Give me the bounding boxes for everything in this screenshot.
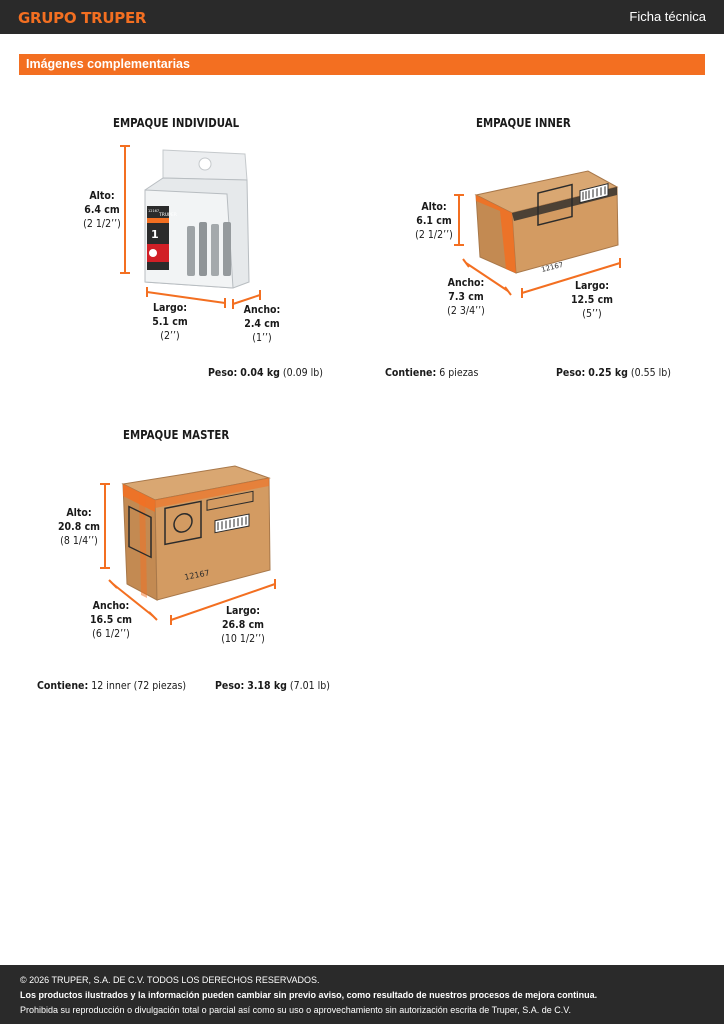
weight-metric: 0.25 kg xyxy=(588,367,628,379)
inner-weight xyxy=(556,367,671,379)
width-imperial: (1’’) xyxy=(252,332,272,344)
top-bar xyxy=(0,0,724,34)
inner-height-dimension xyxy=(407,200,461,242)
length-imperial: (10 1/2’’) xyxy=(221,633,265,645)
individual-height-dimension xyxy=(75,189,129,231)
weight-imperial: (7.01 lb) xyxy=(289,680,330,692)
individual-package-title: EMPAQUE INDIVIDUAL xyxy=(113,116,240,130)
weight-label: Peso: xyxy=(208,367,238,379)
individual-package-image xyxy=(115,140,275,310)
contents-value: 12 inner (72 piezas) xyxy=(91,680,187,692)
master-width-dimension xyxy=(83,599,139,641)
master-contents xyxy=(37,680,186,692)
height-imperial: (2 1/2’’) xyxy=(83,218,121,230)
inner-package-title: EMPAQUE INNER xyxy=(476,116,571,130)
brand-logo: GRUPO TRUPER xyxy=(18,9,147,27)
contents-value: 6 piezas xyxy=(439,367,479,379)
width-metric: 2.4 cm xyxy=(244,318,280,330)
footer-copyright: © 2026 TRUPER, S.A. DE C.V. TODOS LOS DERECHOS RESERVADOS. xyxy=(20,975,320,985)
length-label: Largo: xyxy=(225,605,261,617)
master-box-code: 12167 xyxy=(183,568,211,582)
length-metric: 26.8 cm xyxy=(221,619,265,631)
weight-label: Peso: xyxy=(556,367,586,379)
height-metric: 6.1 cm xyxy=(416,215,452,227)
height-label: Alto: xyxy=(421,201,447,213)
footer-legal: Prohibida su reproducción o divulgación total o parcial así como su uso o aprovechamiento sin autorización escrita de Truper, S.A. de C.V. xyxy=(20,1005,571,1015)
contents-label: Contiene: xyxy=(385,367,437,379)
footer-notice: Los productos ilustrados y la información pueden cambiar sin previo aviso, como resultado de nuestros procesos de mejora continua. xyxy=(20,990,598,1000)
weight-label: Peso: xyxy=(215,680,245,692)
height-label: Alto: xyxy=(66,507,92,519)
section-header xyxy=(19,54,705,75)
master-height-dimension xyxy=(51,506,107,548)
width-label: Ancho: xyxy=(243,304,281,316)
height-label: Alto: xyxy=(89,190,115,202)
individual-length-dimension xyxy=(143,301,197,343)
individual-weight xyxy=(208,367,323,379)
footer xyxy=(0,965,724,1024)
width-metric: 16.5 cm xyxy=(89,614,133,626)
length-imperial: (5’’) xyxy=(582,308,602,320)
height-imperial: (8 1/4’’) xyxy=(60,535,98,547)
weight-imperial: (0.09 lb) xyxy=(282,367,323,379)
height-metric: 20.8 cm xyxy=(57,521,101,533)
length-label: Largo: xyxy=(152,302,188,314)
master-weight xyxy=(215,680,330,692)
contents-label: Contiene: xyxy=(37,680,89,692)
weight-metric: 3.18 kg xyxy=(247,680,287,692)
master-length-dimension xyxy=(215,604,271,646)
length-metric: 12.5 cm xyxy=(570,294,614,306)
individual-width-dimension xyxy=(235,303,289,345)
length-metric: 5.1 cm xyxy=(152,316,188,328)
height-imperial: (2 1/2’’) xyxy=(415,229,453,241)
individual-box-qty: 1 xyxy=(151,228,159,241)
width-imperial: (2 3/4’’) xyxy=(447,305,485,317)
document-type: Ficha técnica xyxy=(629,9,706,24)
individual-box-code: 12167 xyxy=(148,209,160,213)
height-metric: 6.4 cm xyxy=(84,204,120,216)
width-label: Ancho: xyxy=(447,277,485,289)
width-imperial: (6 1/2’’) xyxy=(92,628,130,640)
inner-length-dimension xyxy=(565,279,619,321)
weight-metric: 0.04 kg xyxy=(240,367,280,379)
width-label: Ancho: xyxy=(92,600,130,612)
length-imperial: (2’’) xyxy=(160,330,180,342)
master-package-title: EMPAQUE MASTER xyxy=(123,428,230,442)
inner-contents xyxy=(385,367,478,379)
inner-box-code: 12167 xyxy=(540,260,565,274)
section-title: Imágenes complementarias xyxy=(26,57,190,71)
width-metric: 7.3 cm xyxy=(448,291,484,303)
weight-imperial: (0.55 lb) xyxy=(630,367,671,379)
length-label: Largo: xyxy=(574,280,610,292)
individual-box-brand: TRUPER xyxy=(159,213,177,218)
inner-width-dimension xyxy=(439,276,493,318)
